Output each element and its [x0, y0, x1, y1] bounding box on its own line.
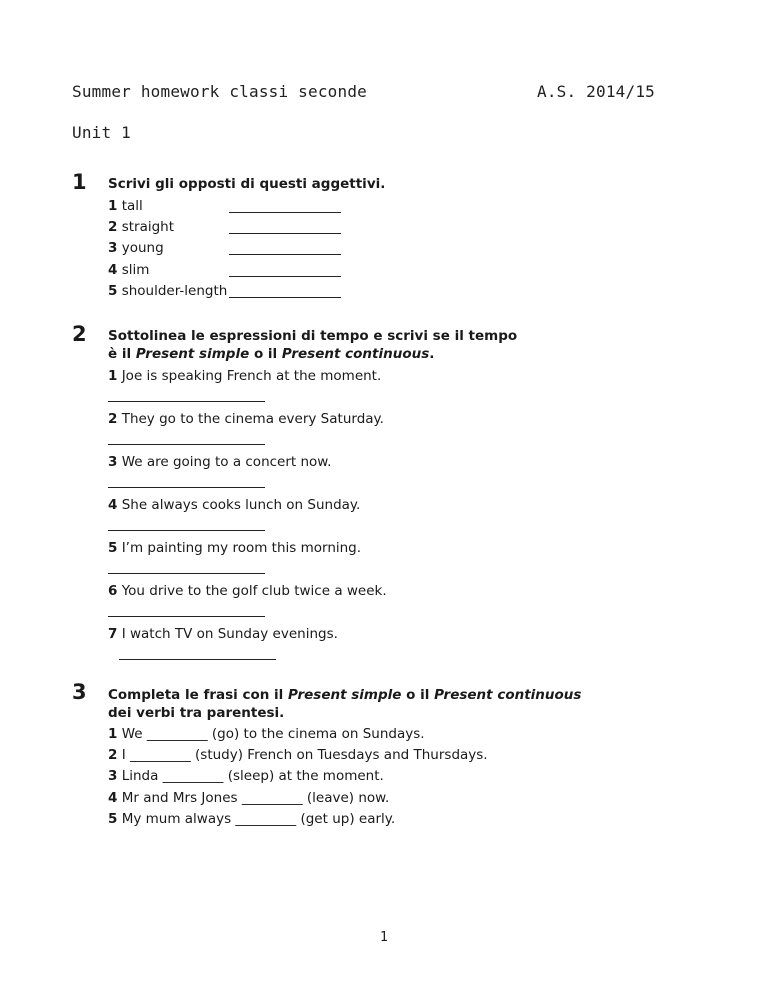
ex2-answer-line-2[interactable]	[108, 444, 265, 445]
ex2-item-1: 1 Joe is speaking French at the moment.	[108, 368, 382, 384]
exercise-1-number: 1	[72, 170, 87, 194]
ex1-item-1: 1 tall	[108, 198, 143, 214]
ex3-item-4: 4 Mr and Mrs Jones _________ (leave) now.	[108, 790, 390, 806]
ex2-answer-line-7[interactable]	[119, 659, 276, 660]
exercise-2-number: 2	[72, 322, 87, 346]
ex2-item-5: 5 I’m painting my room this morning.	[108, 540, 362, 556]
ex1-item-5: 5 shoulder-length	[108, 283, 228, 299]
ex2-answer-line-4[interactable]	[108, 530, 265, 531]
exercise-2-instruction: Sottolinea le espressioni di tempo e scrivi se il tempo è il Present simple o il Present continuous.	[108, 328, 518, 362]
unit-title: Unit 1	[72, 123, 131, 142]
ex2-answer-line-5[interactable]	[108, 573, 265, 574]
ex2-item-3: 3 We are going to a concert now.	[108, 454, 332, 470]
ex2-answer-line-1[interactable]	[108, 401, 265, 402]
ex1-item-4: 4 slim	[108, 262, 150, 278]
ex1-answer-line-4[interactable]	[229, 276, 341, 277]
ex2-answer-line-6[interactable]	[108, 616, 265, 617]
ex2-answer-line-3[interactable]	[108, 487, 265, 488]
school-year: A.S. 2014/15	[537, 82, 655, 101]
ex1-answer-line-3[interactable]	[229, 254, 341, 255]
ex1-item-3: 3 young	[108, 240, 164, 256]
ex2-item-4: 4 She always cooks lunch on Sunday.	[108, 497, 361, 513]
ex3-item-2: 2 I _________ (study) French on Tuesdays and Thursdays.	[108, 747, 488, 763]
ex3-item-1: 1 We _________ (go) to the cinema on Sundays.	[108, 726, 425, 742]
ex3-item-3: 3 Linda _________ (sleep) at the moment.	[108, 768, 384, 784]
ex1-answer-line-2[interactable]	[229, 233, 341, 234]
doc-title: Summer homework classi seconde	[72, 82, 367, 101]
ex2-item-6: 6 You drive to the golf club twice a week.	[108, 583, 387, 599]
exercise-3-instruction: Completa le frasi con il Present simple o il Present continuous dei verbi tra parentesi.	[108, 687, 582, 721]
ex1-answer-line-5[interactable]	[229, 297, 341, 298]
ex1-item-2: 2 straight	[108, 219, 175, 235]
ex1-answer-line-1[interactable]	[229, 212, 341, 213]
ex3-item-5: 5 My mum always _________ (get up) early.	[108, 811, 396, 827]
ex2-item-2: 2 They go to the cinema every Saturday.	[108, 411, 384, 427]
ex2-item-7: 7 I watch TV on Sunday evenings.	[108, 626, 338, 642]
page-number: 1	[380, 930, 388, 945]
exercise-3-number: 3	[72, 680, 87, 704]
exercise-1-instruction: Scrivi gli opposti di questi aggettivi.	[108, 176, 386, 192]
